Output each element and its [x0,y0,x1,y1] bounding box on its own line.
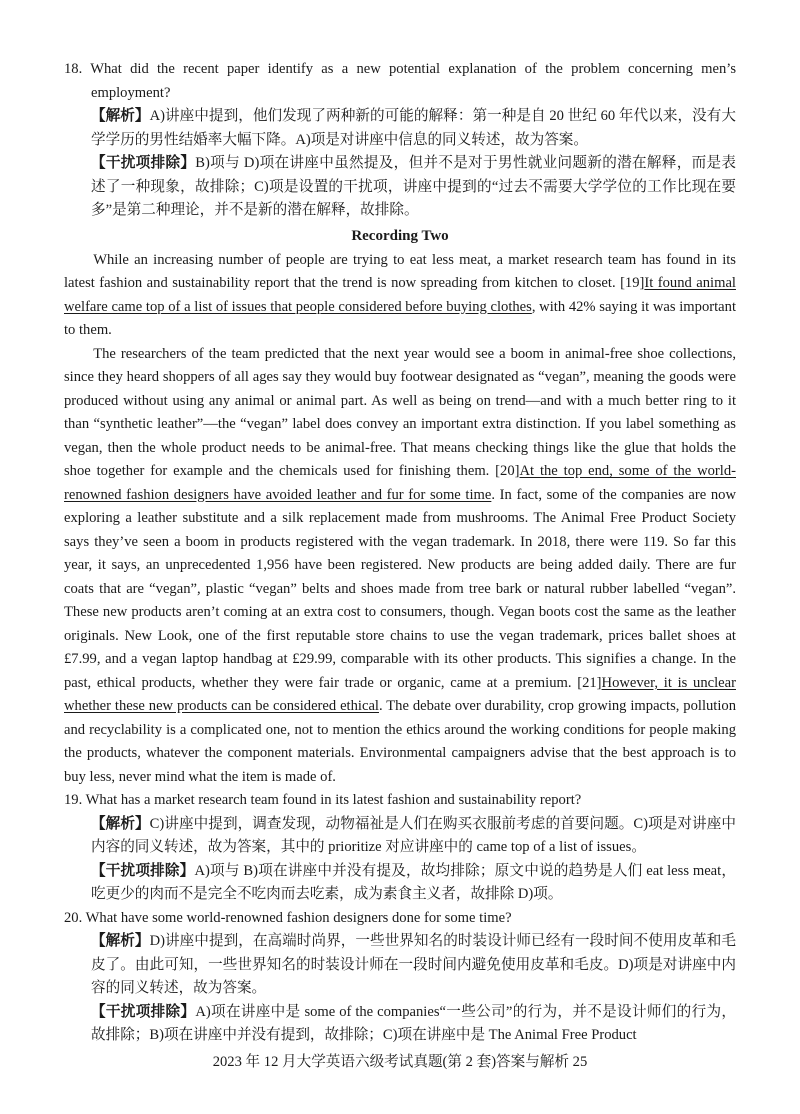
distractor-text: B)项与 D)项在讲座中虽然提及，但并不是对于男性就业问题新的潜在解释，而是表述了一种现象，故排除；C)项是设置的干扰项，讲座中提到的“过去不需要大学学位的工作比现在要多”是第二种理论，并不是新的潜在解释，故排除。 [91,155,736,218]
section-heading: Recording Two [351,227,449,244]
question-20: 20. What have some world-renowned fashion designers done for some time? [64,909,512,926]
question-marker: [20] [495,463,520,479]
question-18: 18. What did the recent paper identify as a new potential explanation of the problem concerning men’s employment? [64,61,736,101]
passage-paragraph-2 [64,343,736,790]
distractor-tag: 【干扰项排除】 [91,1003,196,1020]
question-marker: [19] [620,275,645,291]
analysis-20 [64,930,736,1001]
distractor-tag: 【干扰项排除】 [91,155,196,171]
underlined-answer: It found animal welfare came top of a list of issues that people considered before buying clothes [64,275,736,315]
distractor-18 [64,152,736,223]
passage-text: While an increasing number of people are trying to eat less meat, a market research team has found in its latest fashion and sustainability report that the trend is now spreading from kitchen to closet. [64,251,736,291]
distractor-text: A)项在讲座中是 some of the companies“一些公司”的行为，并不是设计师们的行为，故排除；B)项在讲座中并没有提到，故排除；C)项在讲座中是 The Animal Free Product [91,1003,736,1043]
passage-text: , with 42% saying it was important to them. [64,298,737,338]
distractor-19 [64,860,736,907]
analysis-text: A)讲座中提到，他们发现了两种新的可能的解释：第一种是自 20 世纪 60 年代以来，没有大学学历的男性结婚率大幅下降。A)项是对讲座中信息的同义转述，故为答案。 [91,108,736,148]
distractor-text: A)项与 B)项在讲座中并没有提及，故均排除；原文中说的趋势是人们 eat less meat，吃更少的肉而不是完全不吃肉而去吃素，成为素食主义者，故排除 D)项。 [91,862,736,902]
passage-text: . The debate over durability, crop growing impacts, pollution and recyclability is a complicated one, not to mention the ethics around the working conditions for people making the products, whatever the component materials. Environmental campaigners advise that the best approach is to buy less, never mind what the item is made of. [64,698,737,785]
analysis-tag: 【解析】 [91,815,150,832]
analysis-text: D)讲座中提到，在高端时尚界，一些世界知名的时装设计师已经有一段时间不使用皮革和毛皮了。由此可知，一些世界知名的时装设计师在一段时间内避免使用皮革和毛皮。D)项是对讲座中内容的同义转述，故为答案。 [91,933,736,996]
passage-text: The researchers of the team predicted that the next year would see a boom in animal-free shoe collections, since they heard shoppers of all ages say they would buy footwear designated as “vegan”, meaning the goods were produced without using any animal or animal part. As well as being on trend—and with a much better ring to it than “synthetic leather”—the “vegan” label does convey an important extra distinction. If you label something as vegan, then the whole product needs to be animal-free. That means checking things like the glue that holds the shoe together for example and the chemicals used for finishing them. [64,345,736,479]
distractor-tag: 【干扰项排除】 [91,862,195,879]
page-footer: 2023 年 12 月大学英语六级考试真题(第 2 套)答案与解析 25 [212,1054,588,1070]
analysis-text: C)讲座中提到，调查发现，动物福祉是人们在购买衣服前考虑的首要问题。C)项是对讲座中内容的同义转述，故为答案，其中的 prioritize 对应讲座中的 came top of a list of issues。 [91,815,736,855]
analysis-19 [64,813,736,860]
analysis-18 [64,105,736,152]
page-content [64,58,736,1048]
question-marker: [21] [577,674,602,691]
distractor-20 [64,1001,736,1048]
underlined-answer: At the top end, some of the world-renowned fashion designers have avoided leather and fur for some time [64,463,736,503]
passage-text: . In fact, some of the companies are now exploring a leather substitute and a silk replacement made from mushrooms. The Animal Free Product Society says they’ve seen a boom in products registered with the vegan trademark. In 2018, there were 119. So far this year, it says, an unprecedented 1,956 have been registered. New products are being added daily. There are fur coats that are “vegan”, plastic “vegan” belts and shoes made from tree bark or natural rubber labelled “vegan”. These new products aren’t coming at an extra cost to consumers, though. Vegan boots cost the same as the leather originals. New Look, one of the first reputable store chains to use the vegan trademark, prices ballet shoes at £7.99, and a vegan laptop handbag at £29.99, comparable with its other products. This signifies a change. In the past, ethical products, whether they were fair trade or organic, came at a premium. [64,486,736,691]
analysis-tag: 【解析】 [91,108,150,124]
analysis-tag: 【解析】 [91,933,150,949]
underlined-answer: However, it is unclear whether these new products can be considered ethical [64,674,736,714]
passage-paragraph-1 [64,249,736,343]
question-19: 19. What has a market research team found in its latest fashion and sustainability report? [64,792,582,808]
